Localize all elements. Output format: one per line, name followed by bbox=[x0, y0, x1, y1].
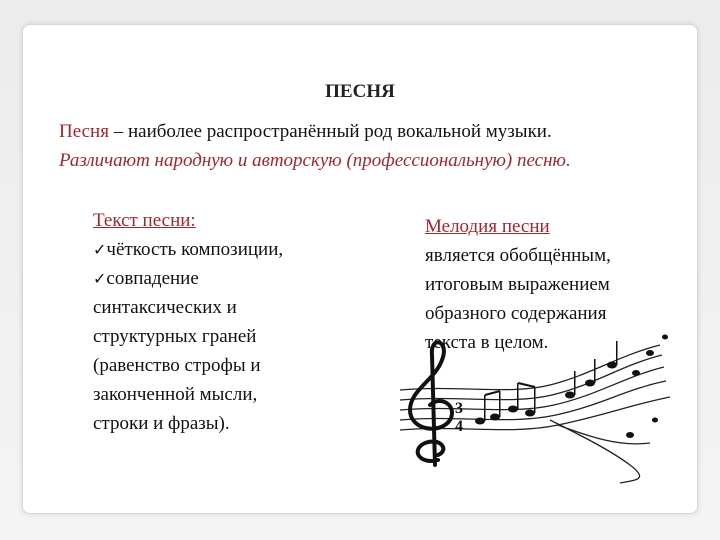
list-item bbox=[93, 235, 373, 264]
time-signature-top: 3 bbox=[455, 400, 463, 417]
melody-heading: Мелодия песни bbox=[425, 216, 550, 237]
checkmark-icon: ✓ bbox=[93, 240, 107, 259]
intro-term: Песня bbox=[59, 121, 109, 142]
list-item-text: совпадение bbox=[106, 268, 199, 289]
text-line: итоговым выражением bbox=[425, 274, 610, 295]
list-item-text: чёткость композиции, bbox=[106, 239, 284, 260]
text-line: образного содержания bbox=[425, 303, 607, 324]
text-line: строки и фразы). bbox=[93, 413, 230, 434]
text-line: (равенство строфы и bbox=[93, 355, 261, 376]
lyrics-heading: Текст песни: bbox=[93, 210, 196, 231]
text-line: текста в целом. bbox=[425, 332, 549, 353]
checkmark-icon: ✓ bbox=[93, 269, 107, 288]
text-line: синтаксических и bbox=[93, 297, 237, 318]
text-line: является обобщённым, bbox=[425, 245, 611, 266]
treble-clef-music-staff-icon bbox=[380, 325, 700, 485]
subtitle-paragraph: Различают народную и авторскую (профессиональную) песню. bbox=[59, 150, 571, 171]
text-line: структурных граней bbox=[93, 326, 257, 347]
list-item bbox=[93, 264, 373, 293]
intro-definition: – наиболее распространённый род вокальной музыки. bbox=[108, 121, 552, 142]
slide-title: ПЕСНЯ bbox=[325, 81, 395, 102]
lyrics-column bbox=[93, 206, 373, 438]
time-signature-bottom: 4 bbox=[455, 418, 463, 435]
intro-paragraph bbox=[59, 121, 552, 143]
text-line: законченной мысли, bbox=[93, 384, 258, 405]
